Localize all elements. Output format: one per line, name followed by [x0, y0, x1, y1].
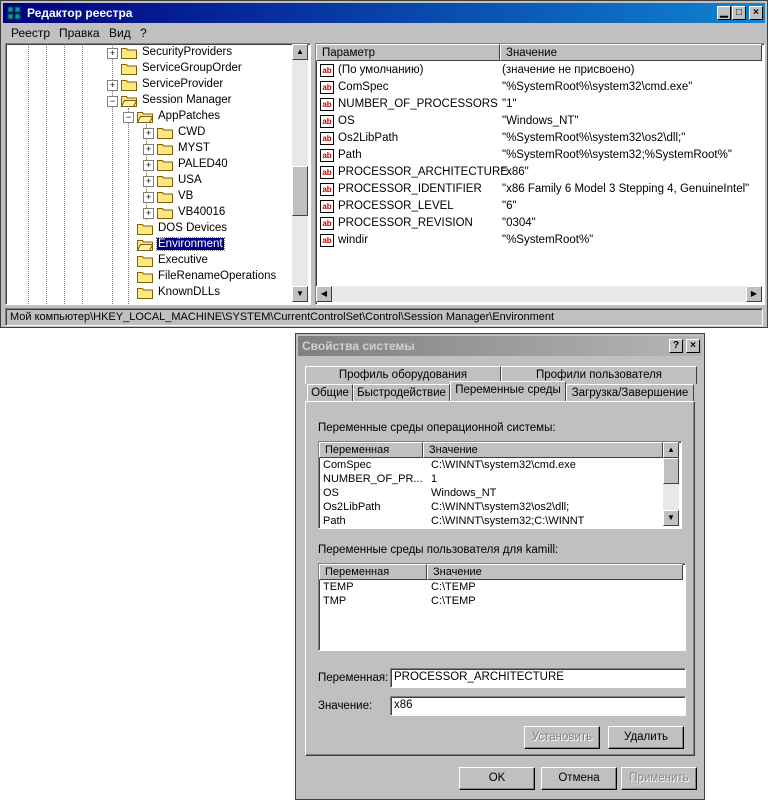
tree-line: [28, 44, 29, 305]
tree-item-label: VB40016: [178, 206, 226, 218]
folder-icon: [157, 158, 173, 171]
tab-general[interactable]: Общие: [307, 384, 353, 402]
folder-icon: [137, 254, 153, 267]
value-data: "%SystemRoot%\system32;%SystemRoot%": [502, 149, 732, 161]
tree-item-label: KnownDLLs: [158, 286, 221, 298]
var-name: TEMP: [323, 581, 354, 593]
tree-line: [128, 108, 129, 305]
column-header-data[interactable]: Значение: [500, 44, 762, 61]
collapse-icon[interactable]: −: [123, 112, 134, 123]
scroll-left-button[interactable]: [316, 286, 332, 302]
string-value-icon: ab: [320, 234, 334, 247]
expand-icon[interactable]: +: [143, 160, 154, 171]
folder-icon: [157, 126, 173, 139]
string-value-icon: ab: [320, 200, 334, 213]
tab-user-profiles[interactable]: Профили пользователя: [501, 366, 697, 384]
folder-icon: [137, 222, 153, 235]
value-name: Path: [338, 149, 362, 161]
user-vars-label: Переменные среды пользователя для kamill:: [318, 544, 559, 556]
value-name: (По умолчанию): [338, 64, 424, 76]
status-bar: Мой компьютер\HKEY_LOCAL_MACHINE\SYSTEM\CurrentControlSet\Control\Session Manager\Environment: [5, 308, 763, 326]
var-name: OS: [323, 487, 339, 499]
scroll-right-button[interactable]: [746, 286, 762, 302]
variable-label: Переменная:: [318, 672, 389, 684]
string-value-icon: ab: [320, 149, 334, 162]
tree-line: [46, 44, 47, 305]
value-name: NUMBER_OF_PROCESSORS: [338, 98, 498, 110]
apply-button[interactable]: Применить: [621, 767, 697, 790]
folder-icon: [157, 206, 173, 219]
value-data: "%SystemRoot%\system32\cmd.exe": [502, 81, 693, 93]
scroll-down-button[interactable]: [292, 286, 308, 302]
sysprops-title-bar[interactable]: [298, 336, 702, 356]
environment-tab-panel: [305, 401, 695, 756]
value-name: ComSpec: [338, 81, 389, 93]
registry-editor-window: [0, 0, 768, 328]
system-vars-list[interactable]: [318, 441, 682, 529]
tree-item-label: MYST: [178, 142, 210, 154]
tab-performance[interactable]: Быстродействие: [353, 384, 450, 402]
system-properties-dialog: [295, 333, 705, 800]
tree-item-label: ServiceProvider: [142, 78, 224, 90]
scroll-up-button[interactable]: [663, 442, 679, 458]
tree-line: [64, 44, 65, 305]
registry-editor-icon: [7, 6, 21, 20]
close-icon: ×: [690, 340, 696, 351]
key-tree[interactable]: [5, 43, 311, 305]
var-name: NUMBER_OF_PR...: [323, 473, 423, 485]
values-hscrollbar[interactable]: [316, 286, 762, 302]
regedit-title: Редактор реестра: [27, 6, 133, 20]
var-name: TMP: [323, 595, 347, 607]
folder-icon: [121, 62, 137, 75]
value-data: "0304": [502, 217, 536, 229]
open-folder-icon: [137, 110, 153, 123]
maximize-icon: □: [735, 7, 743, 18]
string-value-icon: ab: [320, 81, 334, 94]
arrow-down-icon: ▼: [667, 513, 675, 522]
folder-icon: [157, 174, 173, 187]
open-folder-icon: [121, 94, 137, 107]
tree-item-label: PALED40: [178, 158, 228, 170]
regedit-title-bar[interactable]: [3, 3, 765, 23]
value-name: Os2LibPath: [338, 132, 399, 144]
var-value: C:\WINNT\system32;C:\WINNT: [431, 515, 585, 527]
var-value: 1: [431, 473, 438, 485]
arrow-down-icon: ▼: [296, 289, 304, 298]
system-vars-scrollbar[interactable]: [663, 442, 679, 526]
menu-bar: [3, 24, 765, 42]
close-button[interactable]: [749, 6, 763, 20]
column-header-name[interactable]: Параметр: [316, 44, 500, 61]
expand-icon[interactable]: +: [107, 48, 118, 59]
tree-item-label: SecurityProviders: [142, 46, 233, 58]
string-value-icon: ab: [320, 166, 334, 179]
close-icon: ×: [753, 7, 759, 18]
scroll-up-button[interactable]: [292, 44, 308, 60]
value-name: PROCESSOR_ARCHITECTURE: [338, 166, 508, 178]
expand-icon[interactable]: +: [143, 208, 154, 219]
set-button[interactable]: Установить: [524, 726, 600, 749]
folder-icon: [157, 142, 173, 155]
var-name: ComSpec: [323, 459, 372, 471]
tree-item-label: ServiceGroupOrder: [142, 62, 242, 74]
expand-icon[interactable]: +: [143, 128, 154, 139]
var-value: C:\TEMP: [431, 581, 476, 593]
tree-scrollbar[interactable]: [292, 44, 308, 302]
minimize-button[interactable]: [717, 6, 731, 20]
tree-item-label: DOS Devices: [158, 222, 228, 234]
string-value-icon: ab: [320, 132, 334, 145]
variable-field[interactable]: PROCESSOR_ARCHITECTURE: [390, 668, 686, 688]
value-data: "6": [502, 200, 517, 212]
menu-registry[interactable]: Реестр: [11, 26, 50, 40]
tree-item-label: FileRenameOperations: [158, 270, 277, 282]
string-value-icon: ab: [320, 64, 334, 77]
tree-item-label: Environment: [158, 238, 223, 250]
expand-icon[interactable]: +: [107, 80, 118, 91]
expand-icon[interactable]: +: [143, 144, 154, 155]
tree-item-label: Executive: [158, 254, 208, 266]
var-value: C:\WINNT\system32\os2\dll;: [431, 501, 570, 513]
value-name: PROCESSOR_REVISION: [338, 217, 473, 229]
scroll-down-button[interactable]: [663, 510, 679, 526]
column-header-value[interactable]: Значение: [423, 442, 663, 458]
folder-icon: [137, 286, 153, 299]
system-vars-label: Переменные среды операционной системы:: [318, 422, 556, 434]
column-header-variable[interactable]: Переменная: [319, 564, 427, 580]
arrow-up-icon: ▲: [667, 445, 675, 454]
value-data: "%SystemRoot%": [502, 234, 594, 246]
value-data: "x86 Family 6 Model 3 Stepping 4, GenuineIntel": [502, 183, 750, 195]
tree-item-label: CWD: [178, 126, 206, 138]
menu-help[interactable]: ?: [140, 26, 147, 40]
minimize-icon: ▁: [720, 7, 728, 18]
string-value-icon: ab: [320, 183, 334, 196]
scroll-thumb[interactable]: [292, 166, 308, 216]
tree-item-label: VB: [178, 190, 194, 202]
tree-item-label: USA: [178, 174, 202, 186]
arrow-up-icon: ▲: [296, 47, 304, 56]
values-list[interactable]: [315, 43, 765, 305]
dialog-close-button[interactable]: [686, 339, 700, 353]
menu-view[interactable]: Вид: [109, 26, 131, 40]
value-data: "1": [502, 98, 517, 110]
value-field[interactable]: x86: [390, 696, 686, 716]
expand-icon[interactable]: +: [143, 176, 154, 187]
scroll-thumb[interactable]: [663, 458, 679, 484]
column-header-value[interactable]: Значение: [427, 564, 683, 580]
arrow-right-icon: ▶: [750, 289, 758, 298]
menu-edit[interactable]: Правка: [59, 26, 100, 40]
value-name: PROCESSOR_IDENTIFIER: [338, 183, 482, 195]
value-data: "%SystemRoot%\system32\os2\dll;": [502, 132, 686, 144]
value-name: windir: [338, 234, 369, 246]
collapse-icon[interactable]: −: [107, 96, 118, 107]
question-icon: ?: [672, 340, 680, 351]
arrow-left-icon: ◀: [320, 289, 328, 298]
var-value: Windows_NT: [431, 487, 497, 499]
help-button[interactable]: [669, 339, 683, 353]
var-name: Os2LibPath: [323, 501, 381, 513]
var-value: C:\TEMP: [431, 595, 476, 607]
value-data: "x86": [502, 166, 529, 178]
tree-item-label: Session Manager: [142, 94, 232, 106]
var-value: C:\WINNT\system32\cmd.exe: [431, 459, 576, 471]
value-data: (значение не присвоено): [502, 64, 635, 76]
value-name: OS: [338, 115, 355, 127]
tree-item-label: AppPatches: [158, 110, 221, 122]
folder-icon: [121, 78, 137, 91]
string-value-icon: ab: [320, 98, 334, 111]
value-label: Значение:: [318, 700, 373, 712]
tree-line: [82, 44, 83, 305]
value-data: "Windows_NT": [502, 115, 579, 127]
folder-icon: [121, 46, 137, 59]
user-vars-list[interactable]: [318, 563, 686, 651]
sysprops-title: Свойства системы: [302, 339, 415, 353]
folder-icon: [157, 190, 173, 203]
delete-button[interactable]: Удалить: [608, 726, 684, 749]
folder-icon: [137, 270, 153, 283]
expand-icon[interactable]: +: [143, 192, 154, 203]
maximize-button[interactable]: [732, 6, 746, 20]
open-folder-icon: [137, 238, 153, 251]
var-name: Path: [323, 515, 346, 527]
tab-hardware-profiles[interactable]: Профиль оборудования: [305, 366, 501, 384]
tab-startup-shutdown[interactable]: Загрузка/Завершение: [566, 384, 694, 402]
value-name: PROCESSOR_LEVEL: [338, 200, 454, 212]
cancel-button[interactable]: Отмена: [541, 767, 617, 790]
column-header-variable[interactable]: Переменная: [319, 442, 423, 458]
ok-button[interactable]: OK: [459, 767, 535, 790]
string-value-icon: ab: [320, 115, 334, 128]
tab-environment[interactable]: Переменные среды: [450, 381, 566, 401]
string-value-icon: ab: [320, 217, 334, 230]
